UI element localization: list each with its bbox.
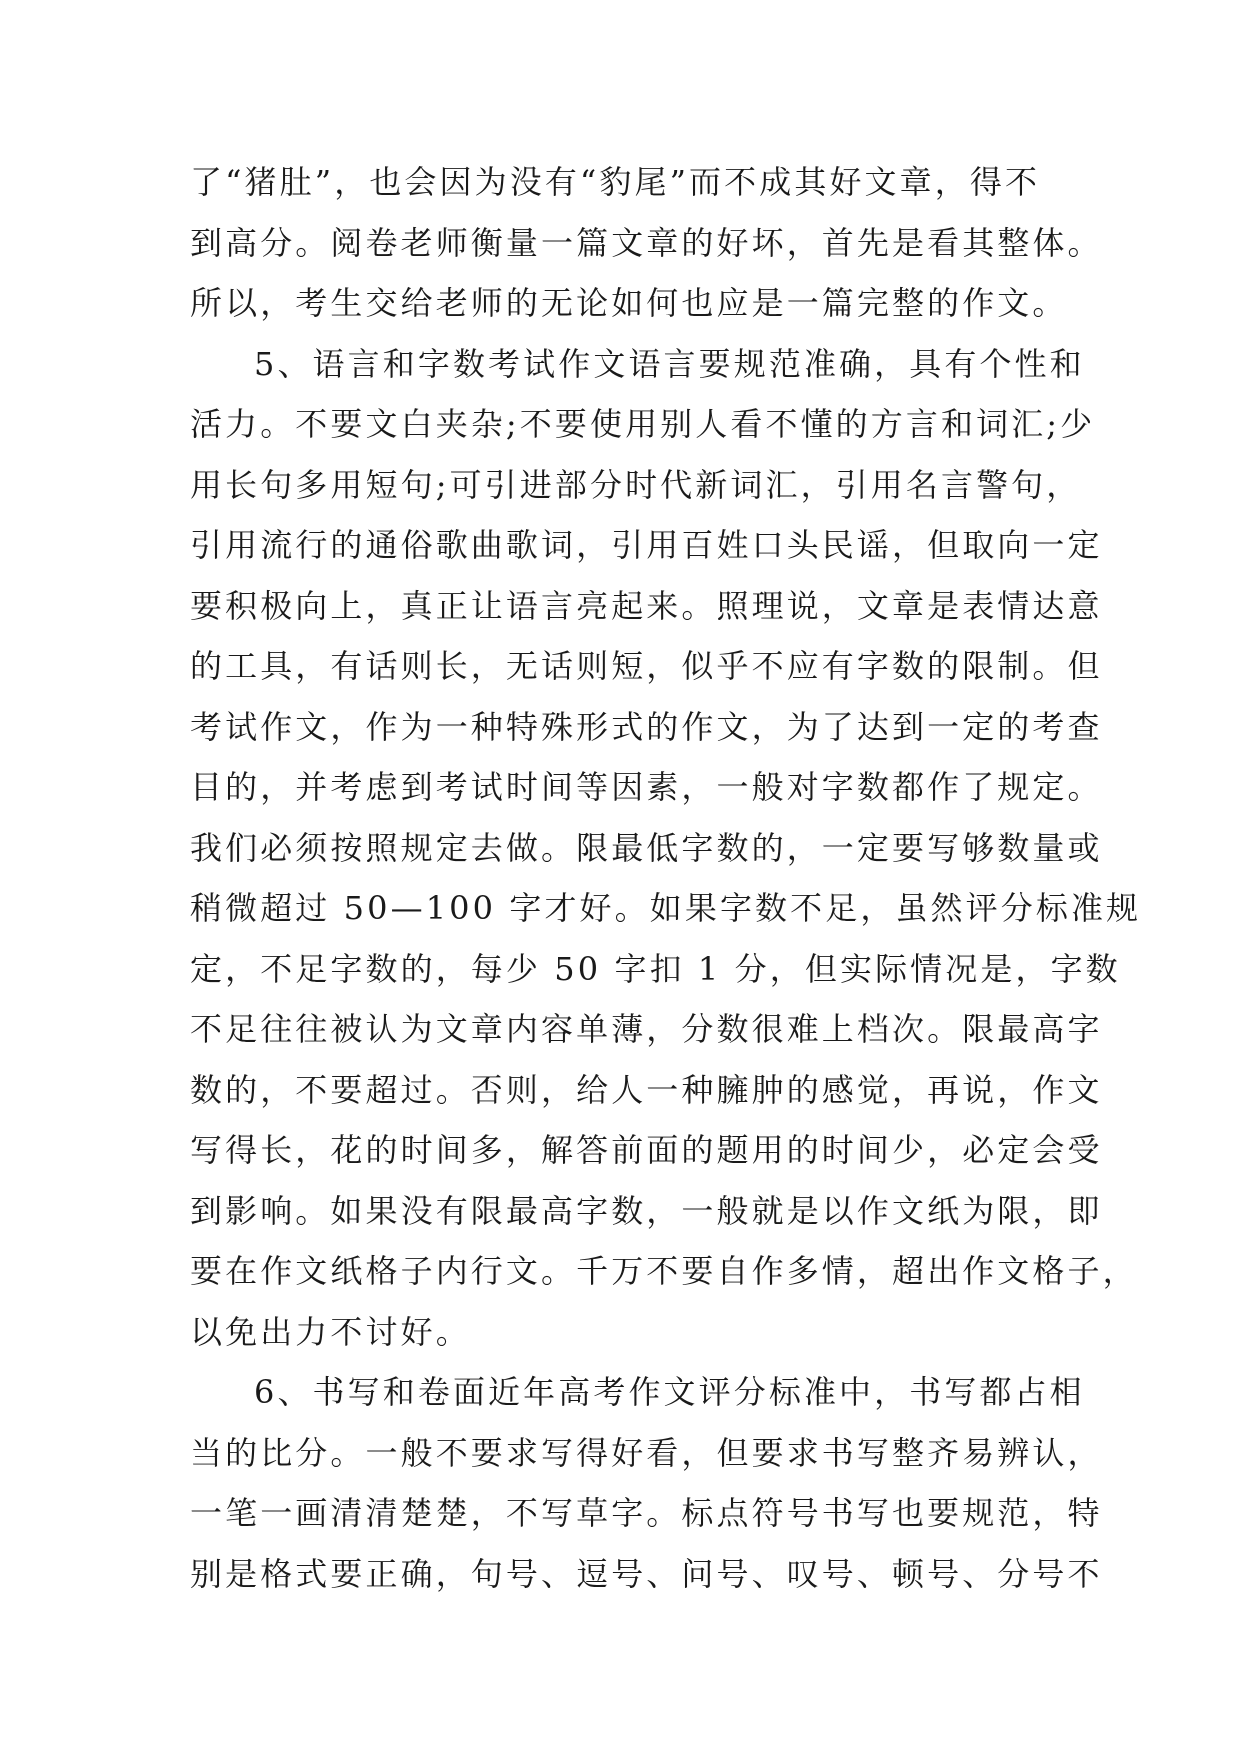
text-line: 别是格式要正确，句号、逗号、问号、叹号、顿号、分号不 — [190, 1554, 1103, 1593]
text-line: 数的，不要超过。否则，给人一种臃肿的感觉，再说，作文 — [190, 1070, 1103, 1109]
text-line: 用长句多用短句;可引进部分时代新词汇，引用名言警句， — [190, 465, 1082, 504]
text-line: 不足往往被认为文章内容单薄，分数很难上档次。限最高字 — [190, 1010, 1103, 1048]
text-line: 到影响。如果没有限最高字数，一般就是以作文纸为限，即 — [190, 1191, 1103, 1230]
text-line: 到高分。阅卷老师衡量一篇文章的好坏，首先是看其整体。 — [190, 223, 1103, 262]
text-line: 一笔一画清清楚楚，不写草字。标点符号书写也要规范，特 — [190, 1494, 1103, 1532]
text-line: 要积极向上，真正让语言亮起来。照理说，文章是表情达意 — [190, 586, 1103, 625]
text-line: 我们必须按照规定去做。限最低字数的，一定要写够数量或 — [190, 828, 1103, 867]
paragraph-5-start: 5、语言和字数考试作文语言要规范准确，具有个性和 — [254, 344, 1085, 383]
text-line: 的工具，有话则长，无话则短，似乎不应有字数的限制。但 — [190, 647, 1103, 685]
text-line: 写得长，花的时间多，解答前面的题用的时间少，必定会受 — [190, 1131, 1103, 1169]
text-line: 所以，考生交给老师的无论如何也应是一篇完整的作文。 — [190, 284, 1068, 322]
text-line: 活力。不要文白夹杂;不要使用别人看不懂的方言和词汇;少 — [190, 405, 1096, 443]
text-line: 考试作文，作为一种特殊形式的作文，为了达到一定的考查 — [190, 707, 1103, 746]
text-line: 引用流行的通俗歌曲歌词，引用百姓口头民谣，但取向一定 — [190, 526, 1103, 564]
text-line: 了“猪肚”，也会因为没有“豹尾”而不成其好文章，得不 — [190, 163, 1041, 201]
text-line: 稍微超过 50—100 字才好。如果字数不足，虽然评分标准规 — [190, 889, 1142, 927]
body-text — [190, 152, 1142, 1604]
text-line: 以免出力不讨好。 — [190, 1312, 471, 1351]
text-line: 定，不足字数的，每少 50 字扣 1 分，但实际情况是，字数 — [190, 949, 1121, 988]
text-line: 要在作文纸格子内行文。千万不要自作多情，超出作文格子， — [190, 1252, 1138, 1290]
text-line: 目的，并考虑到考试时间等因素，一般对字数都作了规定。 — [190, 768, 1103, 806]
text-line: 当的比分。一般不要求写得好看，但要求书写整齐易辨认， — [190, 1433, 1103, 1472]
paragraph-6-start: 6、书写和卷面近年高考作文评分标准中，书写都占相 — [254, 1373, 1085, 1411]
